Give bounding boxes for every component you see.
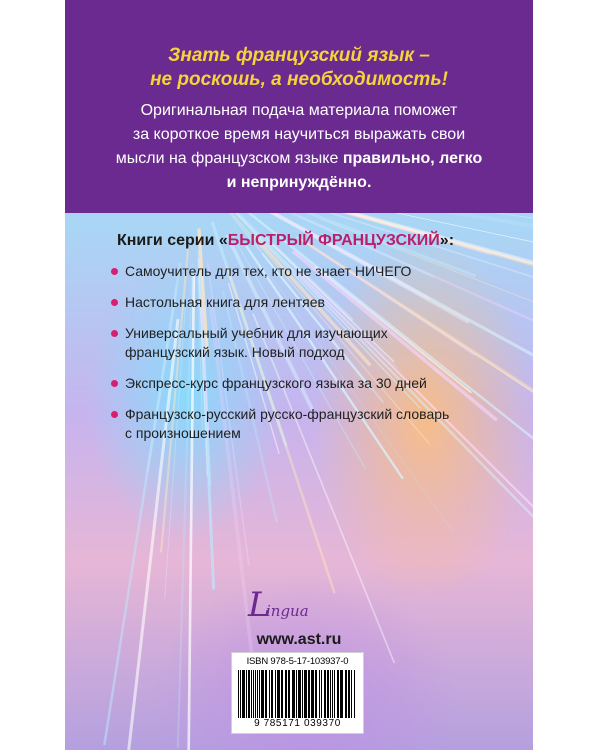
slogan-line-2: не роскошь, а необходимость! — [150, 69, 448, 90]
bullet-icon — [111, 411, 118, 418]
barcode-bar — [351, 670, 352, 718]
barcode-bar — [345, 670, 347, 718]
barcode-bar — [246, 670, 247, 718]
barcode-bar — [257, 670, 258, 718]
list-item — [111, 262, 521, 281]
logo-initial: L — [248, 585, 271, 625]
barcode-bar — [240, 670, 241, 718]
series-name: БЫСТРЫЙ ФРАНЦУЗСКИЙ — [227, 232, 440, 249]
book-title-line: Универсальный учебник для изучающих — [125, 325, 388, 341]
series-suffix: »: — [439, 232, 455, 249]
barcode-bar — [292, 670, 295, 718]
barcode-bar — [285, 670, 287, 718]
book-title-line-2: французский язык. Новый подход — [125, 344, 345, 360]
barcode-bar — [354, 670, 355, 718]
book-title-line-2: с произношением — [125, 425, 241, 441]
barcode-bar — [275, 670, 276, 718]
lingua-logo — [240, 586, 360, 626]
bullet-icon — [111, 299, 118, 306]
book-title-line: Экспресс-курс французского языка за 30 дней — [125, 375, 427, 391]
logo-rest: ingua — [266, 602, 309, 620]
list-item — [111, 374, 521, 393]
list-item — [111, 324, 521, 362]
intro-line-2: за короткое время научиться выражать свои — [132, 126, 466, 143]
intro-line-3-plain: мысли на французском языке — [115, 150, 343, 167]
barcode-bar — [340, 670, 343, 718]
bullet-icon — [111, 330, 118, 337]
barcode-bar — [302, 670, 303, 718]
barcode-bar — [311, 670, 314, 718]
barcode-bar — [321, 670, 322, 718]
barcode-bar — [334, 670, 335, 718]
barcode-bar — [337, 670, 339, 718]
book-list — [111, 262, 521, 455]
barcode-bar — [253, 670, 254, 718]
barcode-bar — [277, 670, 280, 718]
book-title-line: Настольная книга для лентяев — [125, 294, 325, 310]
bullet-icon — [111, 380, 118, 387]
barcode-bar — [348, 670, 350, 718]
book-title-line: Французско-русский русско-французский словарь — [125, 406, 450, 422]
list-item — [111, 293, 521, 312]
intro-line-4 — [85, 171, 513, 195]
barcode-bar — [324, 670, 326, 718]
top-purple-band — [65, 0, 533, 213]
bullet-icon — [111, 268, 118, 275]
isbn-label: ISBN 978-5-17-103937-0 — [246, 656, 349, 667]
barcode-bar — [330, 670, 331, 718]
barcode-bar — [248, 670, 250, 718]
barcode-bar — [298, 670, 301, 718]
barcode-bar — [327, 670, 329, 718]
barcode-image — [236, 670, 359, 718]
barcode-bar — [319, 670, 320, 718]
barcode-bar — [304, 670, 307, 718]
barcode-bar — [261, 670, 264, 718]
barcode-bar — [238, 670, 239, 718]
series-prefix: Книги серии « — [117, 232, 228, 249]
barcode-bar — [265, 670, 267, 718]
intro-text — [85, 99, 513, 195]
barcode-bar — [296, 670, 297, 718]
barcode-bar — [315, 670, 317, 718]
list-item — [111, 405, 521, 443]
intro-line-4-bold: и непринуждённо. — [226, 174, 372, 191]
barcode-bar — [251, 670, 252, 718]
barcode-bar — [288, 670, 290, 718]
intro-line-3 — [85, 147, 513, 171]
barcode-bar — [271, 670, 273, 718]
barcode-bar — [242, 670, 245, 718]
book-back-cover — [65, 0, 533, 750]
series-heading — [117, 232, 517, 250]
intro-line-3-bold: правильно, легко — [342, 150, 483, 167]
barcode-digits: 9 785171 039370 — [254, 718, 341, 729]
barcode-bar — [259, 670, 260, 718]
book-title-line: Самоучитель для тех, кто не знает НИЧЕГО — [125, 263, 412, 279]
barcode-bar — [308, 670, 310, 718]
intro-line-1: Оригинальная подача материала поможет — [140, 102, 458, 119]
barcode-bar — [255, 670, 256, 718]
barcode-box — [231, 652, 364, 734]
barcode-bar — [332, 670, 333, 718]
slogan-line-1: Знать французский язык – — [168, 45, 430, 66]
barcode-bar — [281, 670, 283, 718]
publisher-website: www.ast.ru — [256, 631, 342, 648]
barcode-bar — [269, 670, 270, 718]
